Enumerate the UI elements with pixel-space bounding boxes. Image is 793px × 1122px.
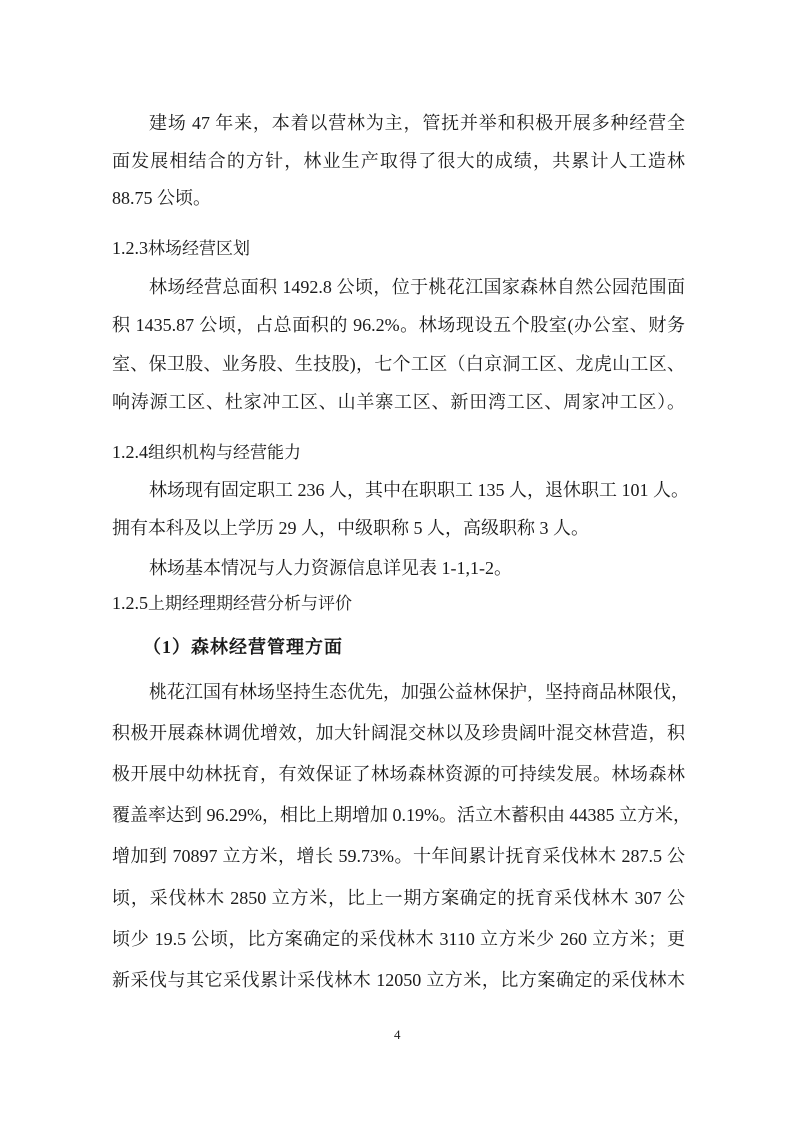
text-line: 积 1435.87 公顷，占总面积的 96.2%。林场现设五个股室(办公室、财务	[112, 315, 685, 336]
subheading-forest-management: （1）森林经营管理方面	[143, 637, 343, 657]
text-line: 增加到 70897 立方米，增长 59.73%。十年间累计抚育采伐林木 287.5 公	[112, 846, 685, 867]
text-line: 建场 47 年来，本着以营林为主，管抚并举和积极开展多种经营全	[149, 113, 685, 133]
heading-title: 林场经营区划	[148, 239, 250, 259]
heading-title: 组织机构与经营能力	[148, 443, 301, 463]
page-number: 4	[394, 1027, 401, 1042]
heading-title: 上期经理期经营分析与评价	[148, 594, 352, 614]
text-line: 覆盖率达到 96.29%，相比上期增加 0.19%。活立木蓄积由 44385 立方米，	[112, 805, 691, 826]
heading-number: 1.2.3	[112, 238, 148, 258]
text-line: 新采伐与其它采伐累计采伐林木 12050 立方米，比方案确定的采伐林木	[112, 969, 685, 990]
heading-number: 1.2.4	[112, 442, 148, 462]
text-line: 林场现有固定职工 236 人，其中在职职工 135 人，退休职工 101 人。	[149, 480, 689, 500]
text-line: 顷，采伐林木 2850 立方米，比上一期方案确定的抚育采伐林木 307 公	[112, 887, 685, 908]
section-heading-1-2-4	[112, 441, 301, 464]
text-line: 林场基本情况与人力资源信息详见表 1-1,1-2。	[149, 558, 512, 578]
text-line: 极开展中幼林抚育，有效保证了林场森林资源的可持续发展。林场森林	[112, 764, 685, 785]
section-heading-1-2-5	[112, 592, 352, 615]
text-line: 林场经营总面积 1492.8 公顷，位于桃花江国家森林自然公园范围面	[149, 277, 685, 297]
text-line: 面发展相结合的方针，林业生产取得了很大的成绩，共累计人工造林	[112, 150, 685, 171]
heading-number: 1.2.5	[112, 593, 148, 613]
text-line: 顷少 19.5 公顷，比方案确定的采伐林木 3110 立方米少 260 立方米；更	[112, 928, 685, 949]
text-line: 拥有本科及以上学历 29 人，中级职称 5 人，高级职称 3 人。	[112, 518, 589, 538]
text-line: 88.75 公顷。	[112, 188, 211, 208]
section-heading-1-2-3	[112, 237, 250, 260]
text-line: 室、保卫股、业务股、生技股)，七个工区（白京洞工区、龙虎山工区、	[112, 353, 685, 374]
text-line: 桃花江国有林场坚持生态优先，加强公益林保护，坚持商品林限伐，	[149, 682, 689, 702]
text-line: 积极开展森林调优增效，加大针阔混交林以及珍贵阔叶混交林营造，积	[112, 723, 685, 744]
text-line: 响涛源工区、杜家冲工区、山羊寨工区、新田湾工区、周家冲工区）。	[112, 391, 685, 412]
